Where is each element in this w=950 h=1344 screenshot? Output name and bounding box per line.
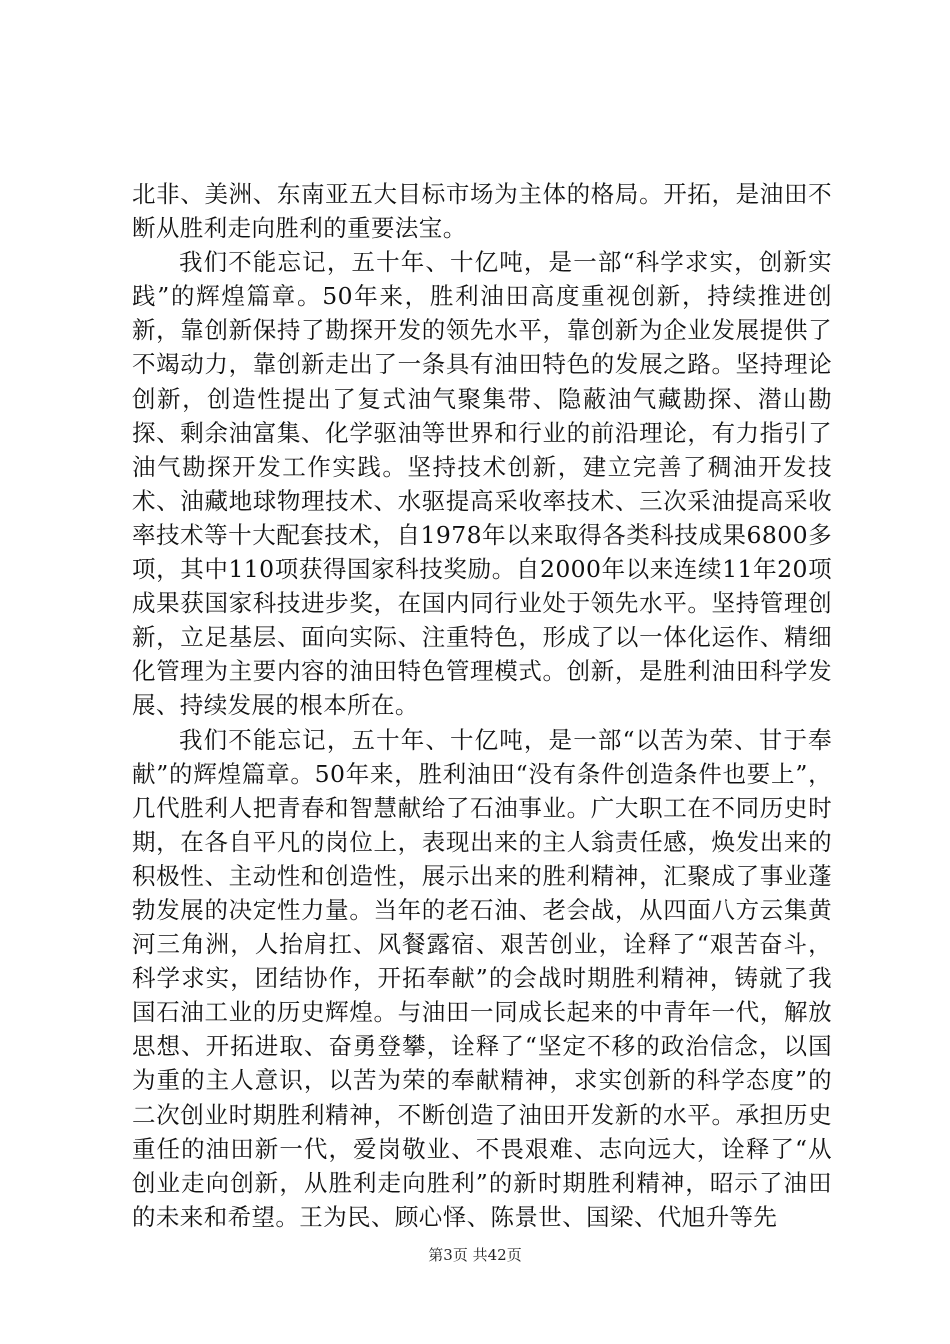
- page-number-label: 第3页 共42页: [428, 1246, 522, 1264]
- page-footer: [0, 1245, 950, 1265]
- document-body: [132, 177, 832, 1234]
- paragraph-3: 我们不能忘记，五十年、十亿吨，是一部“以苦为荣、甘于奉献”的辉煌篇章。50年来，胜利油田“没有条件创造条件也要上”，几代胜利人把青春和智慧献给了石油事业。广大职工在不同历史时期，在各自平凡的岗位上，表现出来的主人翁责任感，焕发出来的积极性、主动性和创造性，展示出来的胜利精神，汇聚成了事业蓬勃发展的决定性力量。当年的老石油、老会战，从四面八方云集黄河三角洲，人抬肩扛、风餐露宿、艰苦创业，诠释了“艰苦奋斗，科学求实，团结协作，开拓奉献”的会战时期胜利精神，铸就了我国石油工业的历史辉煌。与油田一同成长起来的中青年一代，解放思想、开拓进取、奋勇登攀，诠释了“坚定不移的政治信念，以国为重的主人意识，以苦为荣的奉献精神，求实创新的科学态度”的二次创业时期胜利精神，不断创造了油田开发新的水平。承担历史重任的油田新一代，爱岗敬业、不畏艰难、志向远大，诠释了“从创业走向创新，从胜利走向胜利”的新时期胜利精神，昭示了油田的未来和希望。王为民、顾心怿、陈景世、国梁、代旭升等先: [132, 725, 832, 1231]
- paragraph-2: 我们不能忘记，五十年、十亿吨，是一部“科学求实，创新实践”的辉煌篇章。50年来，胜利油田高度重视创新，持续推进创新，靠创新保持了勘探开发的领先水平，靠创新为企业发展提供了不竭动力，靠创新走出了一条具有油田特色的发展之路。坚持理论创新，创造性提出了复式油气聚集带、隐蔽油气藏勘探、潜山勘探、剩余油富集、化学驱油等世界和行业的前沿理论，有力指引了油气勘探开发工作实践。坚持技术创新，建立完善了稠油开发技术、油藏地球物理技术、水驱提高采收率技术、三次采油提高采收率技术等十大配套技术，自1978年以来取得各类科技成果6800多项，其中110项获得国家科技奖励。自2000年以来连续11年20项成果获国家科技进步奖，在国内同行业处于领先水平。坚持管理创新，立足基层、面向实际、注重特色，形成了以一体化运作、精细化管理为主要内容的油田特色管理模式。创新，是胜利油田科学发展、持续发展的根本所在。: [132, 248, 832, 720]
- paragraph-1: 北非、美洲、东南亚五大目标市场为主体的格局。开拓，是油田不断从胜利走向胜利的重要法宝。: [132, 180, 832, 243]
